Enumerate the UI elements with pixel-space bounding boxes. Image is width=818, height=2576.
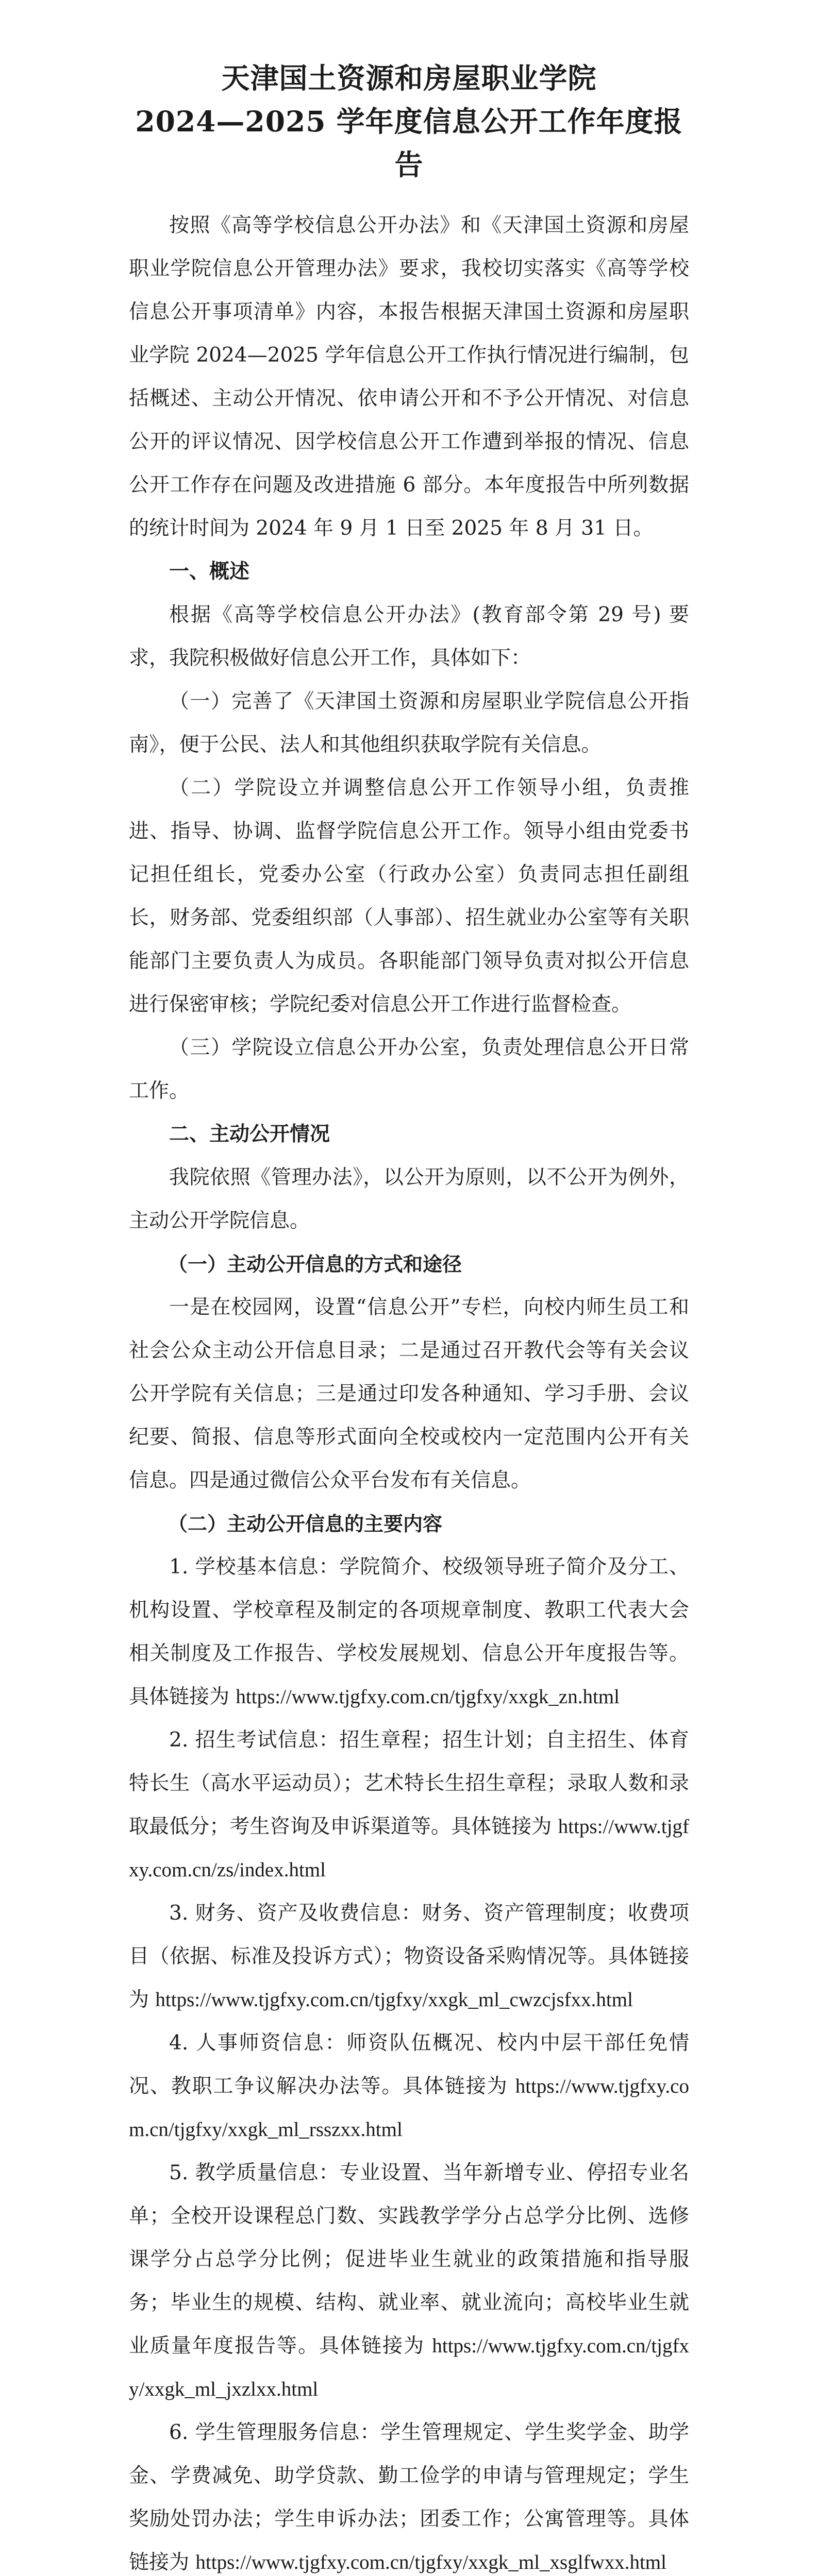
subsection-methods-heading: （一）主动公开信息的方式和途径: [168, 1253, 462, 1276]
intro-paragraph: 按照《高等学校信息公开办法》和《天津国土资源和房屋职业学院信息公开管理办法》要求，我校切实落实《高等学校信息公开事项清单》内容，本报告根据天津国土资源和房屋职业学院 2024—2025 学年信息公开工作执行情况进行编制，包括概述、主动公开情况、依申请公开和不予公开情况、对信息公开的评议情况、因学校信息公开工作遭到举报的情况、信息公开工作存在问题及改进措施 6 部分。本年度报告中所列数据的统计时间为 2024 年 9 月 1 日至 2025 年 8 月 31 日。: [129, 214, 689, 540]
item-link[interactable]: https://www.tjgfxy.com.cn/zs/index.html: [129, 1816, 689, 1881]
overview-paragraph-4: （三）学院设立信息公开办公室，负责处理信息公开日常工作。: [129, 1036, 689, 1103]
report-title-institution: 天津国土资源和房屋职业学院: [221, 61, 597, 95]
content-item-finance: [129, 1892, 689, 2022]
item-text: 6. 学生管理服务信息：学生管理规定、学生奖学金、助学金、学费减免、助学贷款、勤工俭学的申请与管理规定；学生奖励处罚办法；学生申诉办法；团委工作；公寓管理等。具体链接为: [129, 2421, 689, 2574]
overview-paragraph-1: 根据《高等学校信息公开办法》(教育部令第 29 号) 要求，我院积极做好信息公开工作，具体如下：: [129, 603, 689, 670]
item-link[interactable]: https://www.tjgfxy.com.cn/tjgfxy/xxgk_ml_cwzcjsfxx.html: [155, 1989, 633, 2011]
item-link[interactable]: https://www.tjgfxy.com.cn/tjgfxy/xxgk_zn.html: [236, 1686, 620, 1708]
report-title-year: 2024—2025 学年度信息公开工作年度报告: [135, 105, 683, 181]
content-item-basic-info: [129, 1546, 689, 1719]
item-text: 3. 财务、资产及收费信息：财务、资产管理制度；收费项目（依据、标准及投诉方式）；物资设备采购情况等。具体链接为: [129, 1902, 689, 2011]
content-item-teaching-quality: [129, 2151, 689, 2411]
content-item-admissions: [129, 1719, 689, 1892]
content-item-personnel: [129, 2022, 689, 2151]
item-text: 5. 教学质量信息：专业设置、当年新增专业、停招专业名单；全校开设课程总门数、实践教学学分占总学分比例、选修课学分占总学分比例；促进毕业生就业的政策措施和指导服务；毕业生的规模、结构、就业率、就业流向；高校毕业生就业质量年度报告等。具体链接为: [129, 2161, 689, 2358]
section-overview-heading: 一、概述: [169, 560, 250, 583]
active-disclosure-paragraph: 我院依照《管理办法》，以公开为原则，以不公开为例外，主动公开学院信息。: [129, 1166, 689, 1232]
item-text: 2. 招生考试信息：招生章程；招生计划；自主招生、体育特长生（高水平运动员）；艺术特长生招生章程；录取人数和录取最低分；考生咨询及申诉渠道等。具体链接为: [129, 1728, 689, 1838]
item-link[interactable]: https://www.tjgfxy.com.cn/tjgfxy/xxgk_ml_rsszxx.html: [129, 2075, 689, 2141]
item-link[interactable]: https://www.tjgfxy.com.cn/tjgfxy/xxgk_ml_xsglfwxx.html: [195, 2551, 666, 2573]
item-link[interactable]: https://www.tjgfxy.com.cn/tjgfxy/xxgk_ml_jxzlxx.html: [129, 2335, 689, 2400]
item-text: 1. 学校基本信息：学院简介、校级领导班子简介及分工、机构设置、学校章程及制定的各项规章制度、教职工代表大会相关制度及工作报告、学校发展规划、信息公开年度报告等。具体链接为: [129, 1555, 689, 1708]
content-item-student-services: [129, 2411, 689, 2576]
subsection-contents-heading: （二）主动公开信息的主要内容: [168, 1513, 443, 1535]
section-active-disclosure-heading: 二、主动公开情况: [169, 1123, 330, 1146]
overview-paragraph-3: （二）学院设立并调整信息公开工作领导小组，负责推进、指导、协调、监督学院信息公开工作。领导小组由党委书记担任组长，党委办公室（行政办公室）负责同志担任副组长，财务部、党委组织部（人事部）、招生就业办公室等有关职能部门主要负责人为成员。各职能部门领导负责对拟公开信息进行保密审核；学院纪委对信息公开工作进行监督检查。: [129, 776, 689, 1016]
overview-paragraph-2: （一）完善了《天津国土资源和房屋职业学院信息公开指南》，便于公民、法人和其他组织获取学院有关信息。: [129, 690, 689, 756]
item-text: 4. 人事师资信息：师资队伍概况、校内中层干部任免情况、教职工争议解决办法等。具体链接为: [129, 2031, 689, 2098]
methods-paragraph: 一是在校园网，设置“信息公开”专栏，向校内师生员工和社会公众主动公开信息目录；二是通过召开教代会等有关会议公开学院有关信息；三是通过印发各种通知、学习手册、会议纪要、简报、信息等形式面向全校或校内一定范围内公开有关信息。四是通过微信公众平台发布有关信息。: [129, 1296, 689, 1492]
